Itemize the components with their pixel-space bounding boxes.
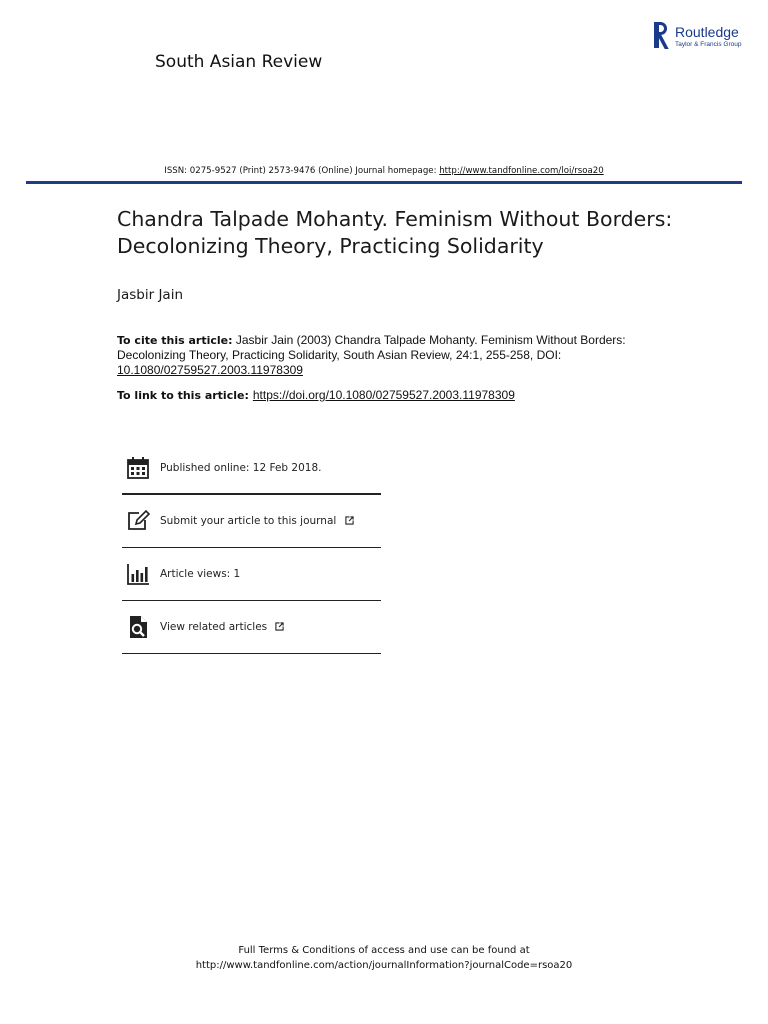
publisher-subtitle: Taylor & Francis Group (675, 41, 742, 48)
footer-terms-link[interactable]: http://www.tandfonline.com/action/journalInformation?journalCode=rsoa20 (195, 960, 573, 971)
journal-title: South Asian Review (155, 52, 323, 72)
link-block (117, 388, 515, 402)
journal-homepage-link[interactable]: http://www.tandfonline.com/loi/rsoa20 (439, 166, 604, 176)
publisher-name: Routledge (675, 24, 739, 40)
bar-chart-icon (126, 562, 150, 586)
citation-label: To cite this article: (117, 334, 233, 347)
header-divider (26, 181, 742, 184)
citation-text: Jasbir Jain (2003) Chandra Talpade Mohanty. Feminism Without Borders: Decolonizing Theory, Practicing Solidarity, South Asian Review, 24:1, 255-258, DOI: (117, 333, 626, 362)
related-articles-text: View related articles (160, 621, 268, 633)
document-search-icon (126, 615, 150, 639)
related-articles-link[interactable] (160, 621, 284, 633)
routledge-logo[interactable] (654, 22, 741, 50)
submit-article-text: Submit your article to this journal (160, 515, 337, 527)
published-online-row (122, 442, 381, 495)
submit-article-row[interactable] (122, 495, 381, 548)
article-views-text: Article views: 1 (160, 568, 241, 580)
article-views-row (122, 548, 381, 601)
article-title: Chandra Talpade Mohanty. Feminism Without Borders: Decolonizing Theory, Practicing Solidarity (117, 207, 673, 258)
edit-icon (126, 509, 150, 533)
calendar-icon (126, 456, 150, 480)
published-online-text: Published online: 12 Feb 2018. (160, 461, 322, 474)
external-link-icon (275, 622, 284, 631)
issn-text: ISSN: 0275-9527 (Print) 2573-9476 (Online) Journal homepage: (164, 166, 440, 176)
issn-line (0, 166, 768, 176)
article-info-list (122, 442, 381, 654)
citation-block (117, 333, 657, 378)
external-link-icon (345, 516, 354, 525)
related-articles-row[interactable] (122, 601, 381, 654)
submit-article-link[interactable] (160, 515, 354, 527)
article-author: Jasbir Jain (117, 287, 184, 303)
routledge-r-icon (654, 22, 670, 48)
footer (0, 943, 768, 973)
link-label: To link to this article: (117, 389, 249, 402)
footer-terms-text: Full Terms & Conditions of access and use can be found at (238, 945, 530, 956)
citation-doi-link[interactable]: 10.1080/02759527.2003.11978309 (117, 363, 303, 377)
article-doi-link[interactable]: https://doi.org/10.1080/02759527.2003.11978309 (252, 388, 515, 402)
